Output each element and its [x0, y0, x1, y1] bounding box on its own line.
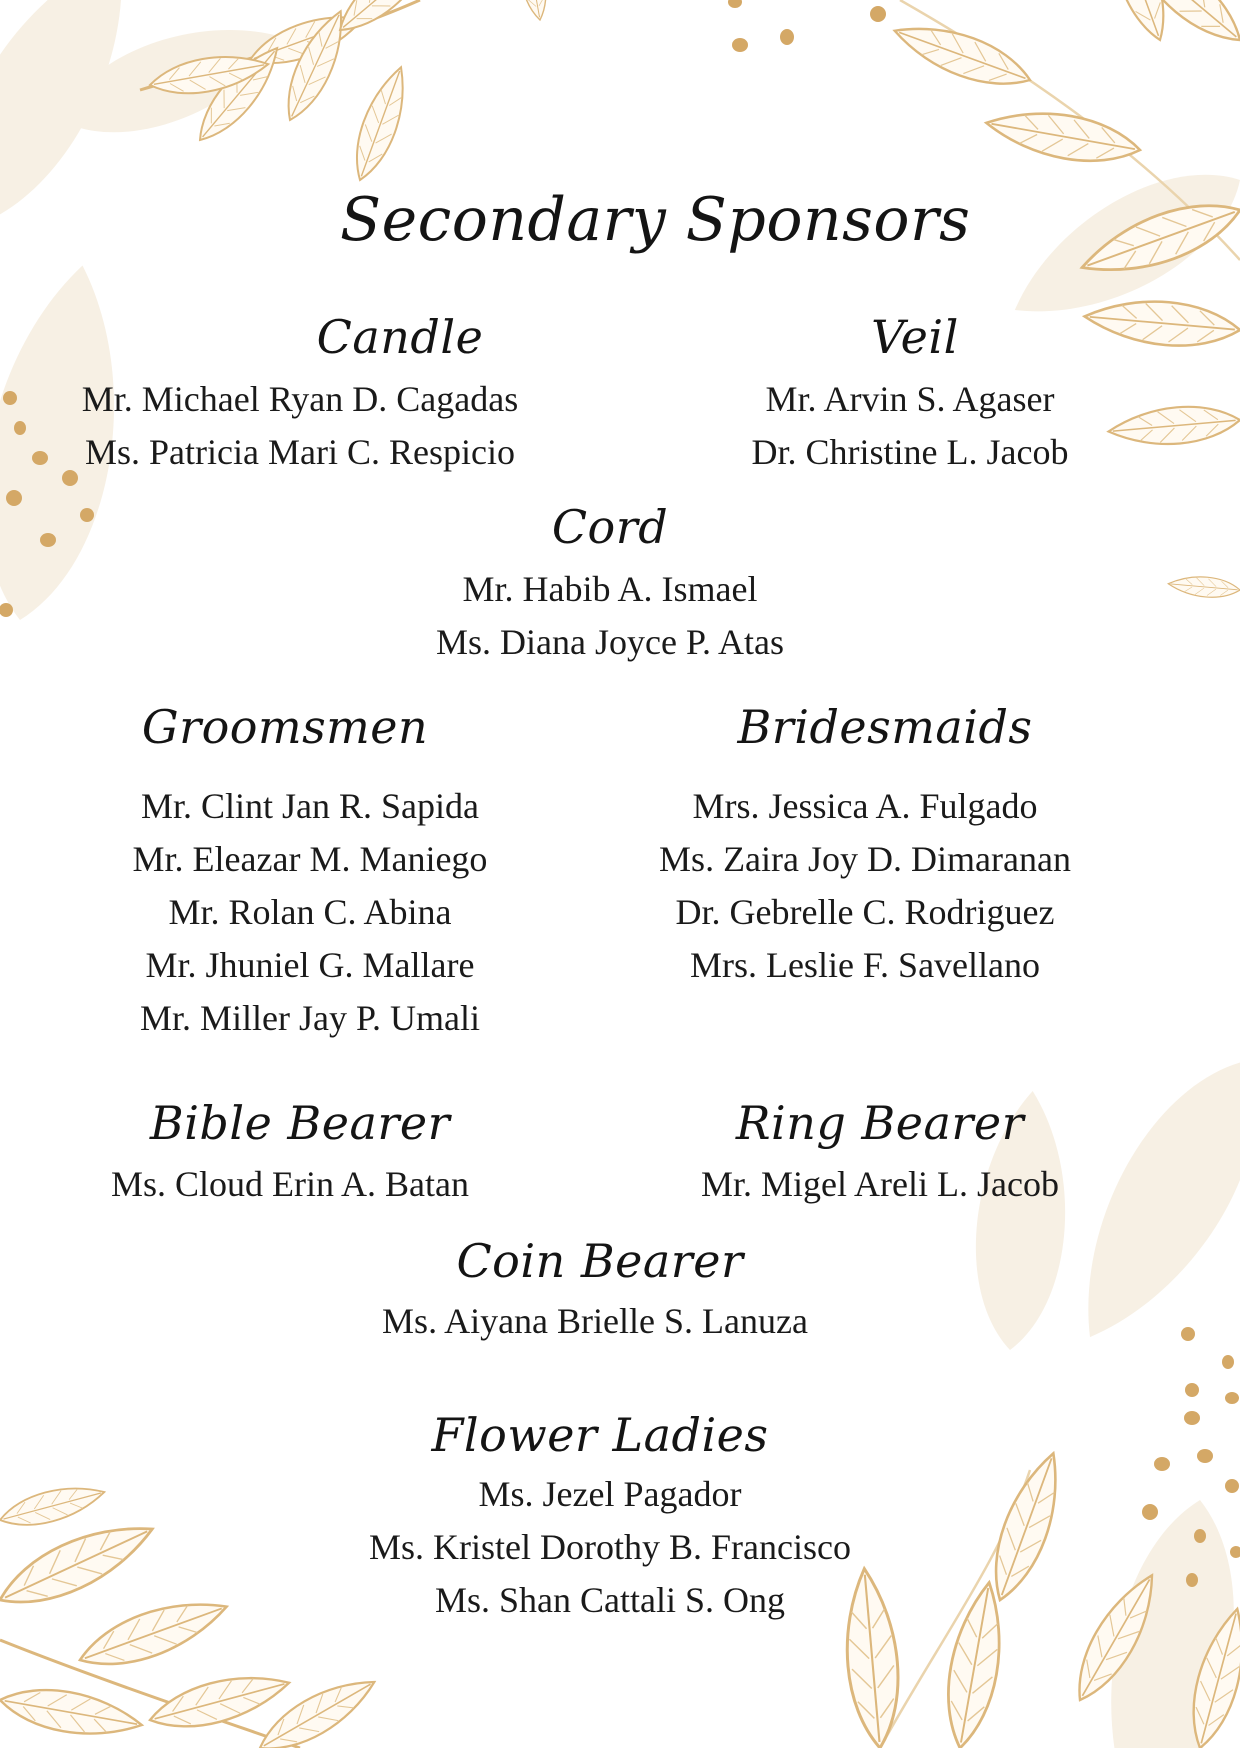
veil-names: [720, 373, 1100, 479]
ring-bearer-names: [660, 1158, 1100, 1211]
flower-ladies-heading: Flower Ladies: [431, 1408, 769, 1462]
gold-branch-top-left: [140, 0, 551, 186]
groomsman-name: Mr. Clint Jan R. Sapida: [140, 786, 479, 826]
ring-bearer-heading: Ring Bearer: [735, 1096, 1025, 1150]
groomsman-name: Mr. Jhuniel G. Mallare: [145, 945, 475, 985]
groomsman-name: Mr. Eleazar M. Maniego: [132, 839, 488, 879]
candle-names: [70, 373, 530, 479]
coin-bearer-names: [340, 1295, 850, 1348]
veil-name: Mr. Arvin S. Agaser: [765, 379, 1055, 419]
flower-lady-name: Ms. Jezel Pagador: [478, 1474, 742, 1514]
groomsman-name: Mr. Rolan C. Abina: [168, 892, 452, 932]
bridesmaid-name: Mrs. Leslie F. Savellano: [689, 945, 1041, 985]
flower-ladies-names: [320, 1468, 900, 1627]
veil-name: Dr. Christine L. Jacob: [751, 432, 1069, 472]
cord-name: Ms. Diana Joyce P. Atas: [436, 622, 784, 662]
candle-name: Ms. Patricia Mari C. Respicio: [85, 432, 515, 472]
bible-bearer-names: [70, 1158, 510, 1211]
bridesmaids-heading: Bridesmaids: [737, 700, 1033, 754]
candle-heading: Candle: [316, 310, 484, 364]
bible-bearer-heading: Bible Bearer: [149, 1096, 451, 1150]
candle-name: Mr. Michael Ryan D. Cagadas: [81, 379, 519, 419]
cord-names: [410, 563, 810, 669]
flower-lady-name: Ms. Shan Cattali S. Ong: [434, 1580, 785, 1620]
flower-lady-name: Ms. Kristel Dorothy B. Francisco: [369, 1527, 851, 1567]
veil-heading: Veil: [871, 310, 959, 364]
page-title: Secondary Sponsors: [340, 185, 971, 255]
coin-bearer-heading: Coin Bearer: [456, 1234, 744, 1288]
groomsmen-names: [100, 780, 520, 1045]
groomsmen-heading: Groomsmen: [141, 700, 429, 754]
bridesmaid-name: Mrs. Jessica A. Fulgado: [692, 786, 1038, 826]
coin-bearer-name: Ms. Aiyana Brielle S. Lanuza: [382, 1301, 808, 1341]
bridesmaids-names: [630, 780, 1100, 992]
bible-bearer-name: Ms. Cloud Erin A. Batan: [111, 1164, 469, 1204]
cord-name: Mr. Habib A. Ismael: [462, 569, 758, 609]
ring-bearer-name: Mr. Migel Areli L. Jacob: [701, 1164, 1059, 1204]
bridesmaid-name: Ms. Zaira Joy D. Dimaranan: [659, 839, 1071, 879]
bridesmaid-name: Dr. Gebrelle C. Rodriguez: [675, 892, 1055, 932]
cord-heading: Cord: [551, 500, 669, 554]
groomsman-name: Mr. Miller Jay P. Umali: [140, 998, 480, 1038]
